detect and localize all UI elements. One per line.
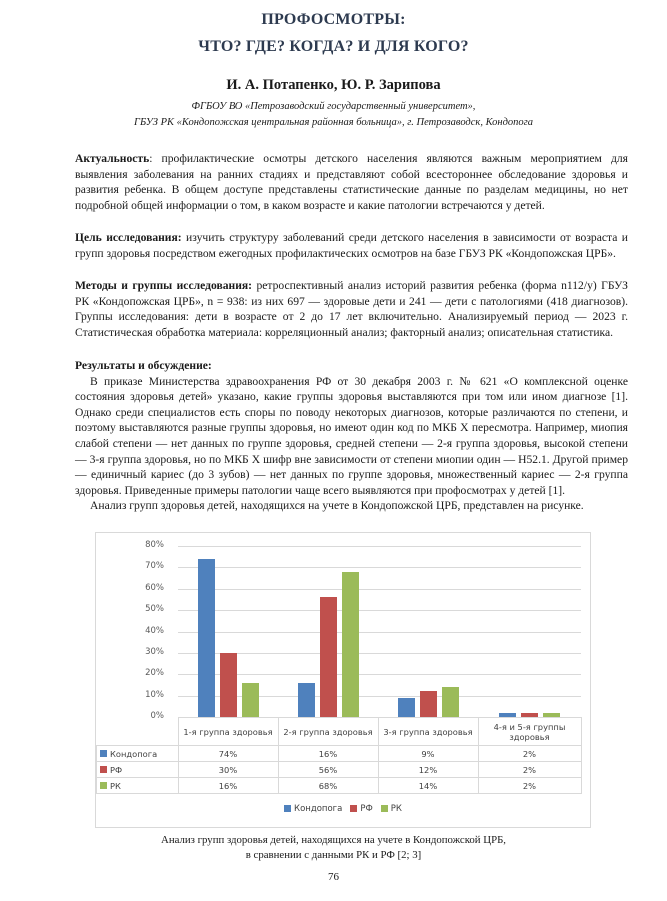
- results-paragraph2: Анализ групп здоровья детей, находящихся на учете в Кондопожской ЦРБ, представлен на рисунке.: [90, 499, 584, 513]
- results-paragraph1: В приказе Министерства здравоохранения РФ от 30 декабря 2003 г. № 621 «О комплексной оценке состояния здоровья детей» указано, какие группы здоровья выставляются при том или ином диагнозе [1]. Однако среди специалистов есть споры по поводу некоторых диагнозов, которые различаются по степени, и поэтому выставляются разные группы здоровья, но имеют один код по МКБ X пересмотра. Например, миопия слабой степени — нет данных по группе здоровья, средней степени — 2-я группа здоровья, высокой степени — 3-я группа здоровья, но по МКБ X шифр вне зависимости от степени миопии один — H52.1. Другой пример — единичный кариес (до 3 зубов) — нет данных по группе здоровья, множественный кариес — 2-я группа здоровья. Приведенные примеры патологии чаще всего выявляются при профосмотрах у детей [1].: [75, 374, 628, 497]
- section-relevance: [75, 151, 628, 213]
- bar: [398, 698, 415, 717]
- table-category-header: 1-я группа здоровья: [178, 718, 278, 746]
- article-title-line2: ЧТО? ГДЕ? КОГДА? И ДЛЯ КОГО?: [198, 38, 469, 55]
- series-swatch-icon: [100, 766, 107, 773]
- methods-heading: Методы и группы исследования:: [75, 279, 253, 292]
- legend-item: Кондопога: [284, 804, 342, 814]
- table-cell: 2%: [478, 762, 581, 778]
- section-methods: [75, 278, 628, 340]
- table-cell: 56%: [278, 762, 378, 778]
- y-tick-label: 10%: [145, 689, 164, 700]
- aim-text: изучить структуру заболеваний среди детского населения в зависимости от возраста и групп здоровья посредством ежегодных профилактических осмотров на базе ГБУЗ РК «Кондопожская ЦРБ».: [75, 231, 628, 260]
- chart-frame: [95, 532, 591, 828]
- legend-swatch-icon: [284, 805, 291, 812]
- results-heading: Результаты и обсуждение:: [75, 359, 212, 372]
- gridline: [178, 696, 581, 697]
- table-row: Кондопога 74% 16% 9% 2%: [97, 746, 582, 762]
- plot-area: [178, 546, 581, 717]
- table-cell: 68%: [278, 778, 378, 794]
- bar: [320, 597, 337, 717]
- table-cell: 16%: [178, 778, 278, 794]
- table-cell: 2%: [478, 778, 581, 794]
- relevance-text: : профилактические осмотры детского населения являются важным мероприятием для выявления заболевания на ранних стадиях и представляют собой всестороннее обследование здоровья и развития ребенка. В общем доступе представлены статистические данные по разделам медицины, но нет подробной общей информации о том, в каком возрасте и какие патологии встречаются у детей.: [75, 152, 628, 212]
- table-cell: 30%: [178, 762, 278, 778]
- bar: [342, 572, 359, 717]
- table-category-header: 3-я группа здоровья: [378, 718, 478, 746]
- y-tick-label: 20%: [145, 668, 164, 679]
- table-cell: 16%: [278, 746, 378, 762]
- gridline: [178, 653, 581, 654]
- y-tick-label: 60%: [145, 582, 164, 593]
- article-title-line1: ПРОФОСМОТРЫ:: [261, 11, 406, 28]
- section-aim: [75, 230, 628, 261]
- table-cell: 74%: [178, 746, 278, 762]
- table-row: РК 16% 68% 14% 2%: [97, 778, 582, 794]
- y-tick-label: 80%: [145, 540, 164, 550]
- series-swatch-icon: [100, 750, 107, 757]
- page-number: 76: [328, 871, 339, 883]
- legend-swatch-icon: [381, 805, 388, 812]
- methods-text: ретроспективный анализ историй развития ребенка (форма n112/у) ГБУЗ РК «Кондопожская ЦРБ», n = 938: из них 697 — здоровые дети и 241 — дети с патологиями (418 диагнозов). Группы исследования: дети в возрасте от 2 до 17 лет включительно. Анализируемый период — 2023 г. Статистическая обработка материала: корреляционный анализ; факторный анализ; описательная статистика.: [75, 279, 628, 339]
- table-category-header: 4-я и 5-я группы здоровья: [478, 718, 581, 746]
- table-cell: 9%: [378, 746, 478, 762]
- bar: [242, 683, 259, 717]
- legend-item: РФ: [350, 804, 372, 814]
- gridline: [178, 674, 581, 675]
- y-tick-label: 50%: [145, 604, 164, 615]
- chart-data-table: [96, 717, 582, 794]
- affiliation-line2: ГБУЗ РК «Кондопожская центральная районная больница», г. Петрозаводск, Кондопога: [133, 117, 534, 128]
- y-tick-label: 0%: [150, 711, 164, 721]
- bar: [442, 687, 459, 717]
- aim-heading: Цель исследования:: [75, 231, 182, 244]
- y-tick-label: 30%: [145, 646, 164, 657]
- gridline: [178, 546, 581, 547]
- table-cell: 2%: [478, 746, 581, 762]
- gridline: [178, 567, 581, 568]
- gridline: [178, 610, 581, 611]
- bar: [420, 691, 437, 717]
- legend-item: РК: [381, 804, 402, 814]
- affiliation-line1: ФГБОУ ВО «Петрозаводский государственный университет»,: [191, 101, 476, 112]
- figure-caption-line2: в сравнении с данными РК и РФ [2; 3]: [245, 849, 422, 861]
- series-swatch-icon: [100, 782, 107, 789]
- gridline: [178, 589, 581, 590]
- section-results: [75, 358, 628, 514]
- y-tick-label: 40%: [145, 625, 164, 636]
- table-cell: 12%: [378, 762, 478, 778]
- bar: [298, 683, 315, 717]
- legend-swatch-icon: [350, 805, 357, 812]
- relevance-heading: Актуальность: [75, 152, 150, 165]
- figure-caption-line1: Анализ групп здоровья детей, находящихся на учете в Кондопожской ЦРБ,: [161, 834, 506, 846]
- chart-legend: [96, 804, 590, 814]
- authors: И. А. Потапенко, Ю. Р. Зарипова: [226, 77, 441, 93]
- bar: [198, 559, 215, 717]
- y-tick-label: 70%: [145, 561, 164, 572]
- table-cell: 14%: [378, 778, 478, 794]
- table-category-header: 2-я группа здоровья: [278, 718, 378, 746]
- gridline: [178, 632, 581, 633]
- bar: [220, 653, 237, 717]
- table-row: РФ 30% 56% 12% 2%: [97, 762, 582, 778]
